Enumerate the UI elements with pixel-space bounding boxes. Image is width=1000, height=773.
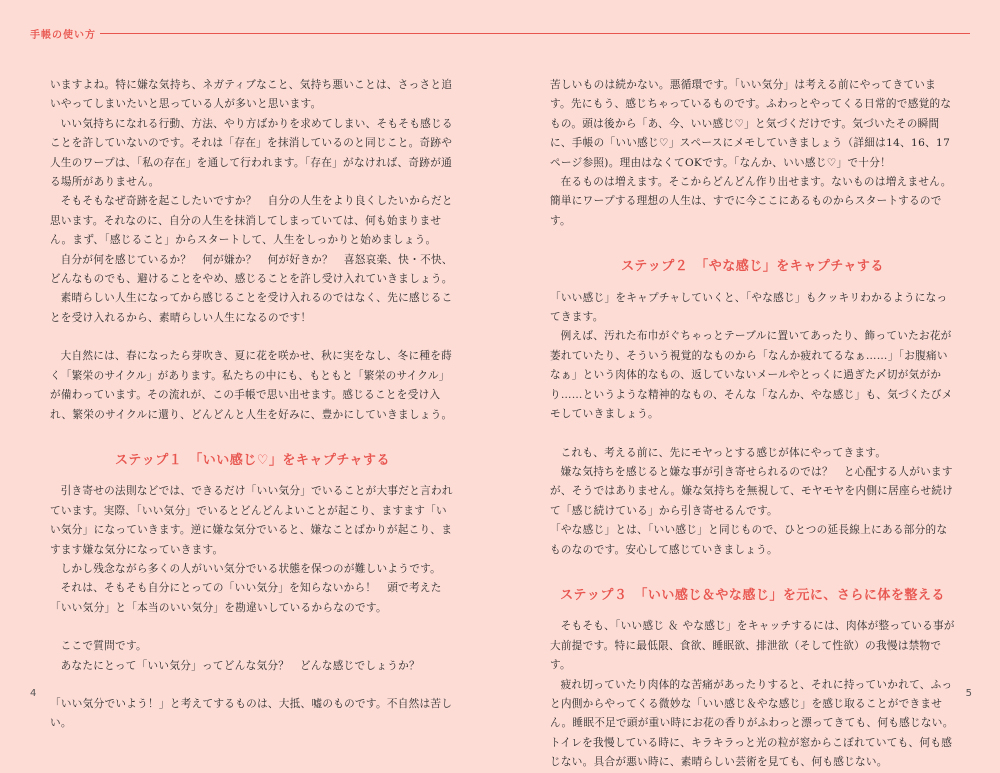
paragraph: 疲れ切っていたり肉体的な苦痛があったりすると、それに持っていかれて、ふっと内側からやってくる微妙な「いい感じ＆やな感じ」を感じ取ることができません。睡眠不足で頭が重い時にお花の香りがふわっと漂ってきても、何も感じない。トイレを我慢している時に、キラキラっと光の粒が窓からこぼれていても、何も感じない。具合が悪い時に、素晴らしい芸術を見ても、何も感じない。 (550, 678, 954, 769)
left-page-column (50, 76, 455, 734)
right-page-column (550, 76, 955, 773)
paragraph: そもそも、「いい感じ ＆ やな感じ」をキャッチするには、肉体が整っている事が大前提です。特に最低限、食欲、睡眠欲、排泄欲（そして性欲）の我慢は禁物です。 (550, 620, 955, 672)
paragraph: 嫌な気持ちを感じると嫌な事が引き寄せられるのでは？ と心配する人がいますが、そうではありません。嫌な気持ちを無視して、モヤモヤを内側に居座らせ続けて「感じ続けている」から引き寄せるんです。 (550, 465, 954, 517)
spacer (550, 425, 955, 444)
spacer (50, 676, 455, 695)
paragraph: これも、考える前に、先にモヤっとする感じが体にやってきます。 (560, 446, 887, 459)
paragraph: 「いい感じ」をキャプチャしていくと、「やな感じ」もクッキリわかるようになってきます。 (550, 291, 948, 324)
paragraph: そもそもなぜ奇跡を起こしたいですか？ 自分の人生をより良くしたいからだと思います。それなのに、自分の人生を抹消してしまっていては、何も始まりません。まず、「感じること」からスタートして、人生をしっかりと始めましょう。 (50, 195, 453, 247)
paragraph: 「いい気分でいよう！」と考えてするものは、大抵、嘘のものです。不自然は苦しい。 (50, 697, 453, 730)
paragraph: それは、そもそも自分にとっての「いい気分」を知らないから！ 頭で考えた「いい気分」と「本当のいい気分」を勘違いしているからなのです。 (50, 582, 442, 614)
running-header (30, 24, 970, 44)
header-rule (100, 33, 970, 34)
paragraph: 在るものは増えます。そこからどんどん作り出せます。ないものは増えません。簡単にワープする理想の人生は、すでに今ここにあるものからスタートするのです。 (550, 176, 952, 227)
spacer (50, 618, 455, 637)
paragraph: 例えば、汚れた布巾がぐちゃっとテーブルに置いてあったり、飾っていたお花が萎れていたり、そういう視覚的なものから「なんか疲れてるなぁ……」「お腹痛いなぁ」という肉体的なもの、返していないメールやとっくに過ぎた〆切が気がかり……というような精神的なもの、そんな「なんか、やな感じ」も、気づくたびメモしていきましょう。 (550, 330, 953, 421)
paragraph: ここで質問です。 (60, 640, 147, 653)
page-number-right: 5 (965, 688, 972, 699)
paragraph: 苦しいものは続かない。悪循環です。「いい気分」は考える前にやってきています。先にもう、感じちゃっているものです。ふわっとやってくる日常的で感覚的なもの。頭は後から「あ、今、いい感じ♡」と気づくだけです。気づいたその瞬間に、手帳の「いい感じ♡」スペースにメモしていきましょう（詳細は14、16、17ページ参照)。理由はなくてOKです。「なんか、いい感じ♡」で十分！ (550, 79, 952, 169)
paragraph: 引き寄せの法則などでは、できるだけ「いい気分」でいることが大事だと言われています。実際、「いい気分」でいるとどんどんよいことが起こり、ますます「いい気分」になっていきます。逆に嫌な気分でいると、嫌なことばかりが起こり、ますます嫌な気分になっていきます。 (50, 485, 453, 556)
paragraph: あなたにとって「いい気分」ってどんな気分？ どんな感じでしょうか？ (60, 659, 420, 672)
paragraph: 素晴らしい人生になってから感じることを受け入れるのではなく、先に感じることを受け入れるから、素晴らしい人生になるのです！ (50, 292, 453, 324)
page-number-left: 4 (30, 688, 37, 699)
spacer (50, 328, 455, 347)
step2-heading: ステップ２ 「やな感じ」をキャプチャする (621, 259, 884, 275)
paragraph: 自分が何を感じているか？ 何が嫌か？ 何が好きか？ 喜怒哀楽、快・不快、どんなものでも、避けることをやめ、感じることを許し受け入れていきましょう。 (50, 253, 453, 286)
step1-heading: ステップ１ 「いい感じ♡」をキャプチャする (114, 452, 390, 468)
paragraph: いますよね。特に嫌な気持ち、ネガティブなこと、気持ち悪いことは、さっさと追いやってしまいたいと思っている人が多いと思います。 (50, 79, 453, 111)
paragraph: 大自然には、春になったら芽吹き、夏に花を咲かせ、秋に実をなし、冬に種を蒔く「繁栄のサイクル」があります。私たちの中にも、もともと「繁栄のサイクル」が備わっています。その流れが、この手帳で思い出せます。感じることを受け入れ、繁栄のサイクルに還り、どんどんと人生を好みに、豊かにしていきましょう。 (50, 350, 453, 421)
paragraph: いい気持ちになれる行動、方法、やり方ばかりを求めてしまい、そもそも感じることを許していないのです。それは「存在」を抹消しているのと同じこと。奇跡や人生のワープは、「私の存在」を通して行われます。「存在」がなければ、奇跡が通る場所がありません。 (50, 117, 453, 189)
section-title: 手帳の使い方 (30, 30, 96, 41)
step3-heading: ステップ３ 「いい感じ＆やな感じ」を元に、さらに体を整える (560, 587, 945, 603)
paragraph: しかし残念ながら多くの人がいい気分でいる状態を保つのが難しいようです。 (60, 562, 442, 575)
paragraph: 「やな感じ」とは、「いい感じ」と同じもので、ひとつの延長線上にある部分的なものなのです。安心して感じていきましょう。 (550, 524, 948, 556)
